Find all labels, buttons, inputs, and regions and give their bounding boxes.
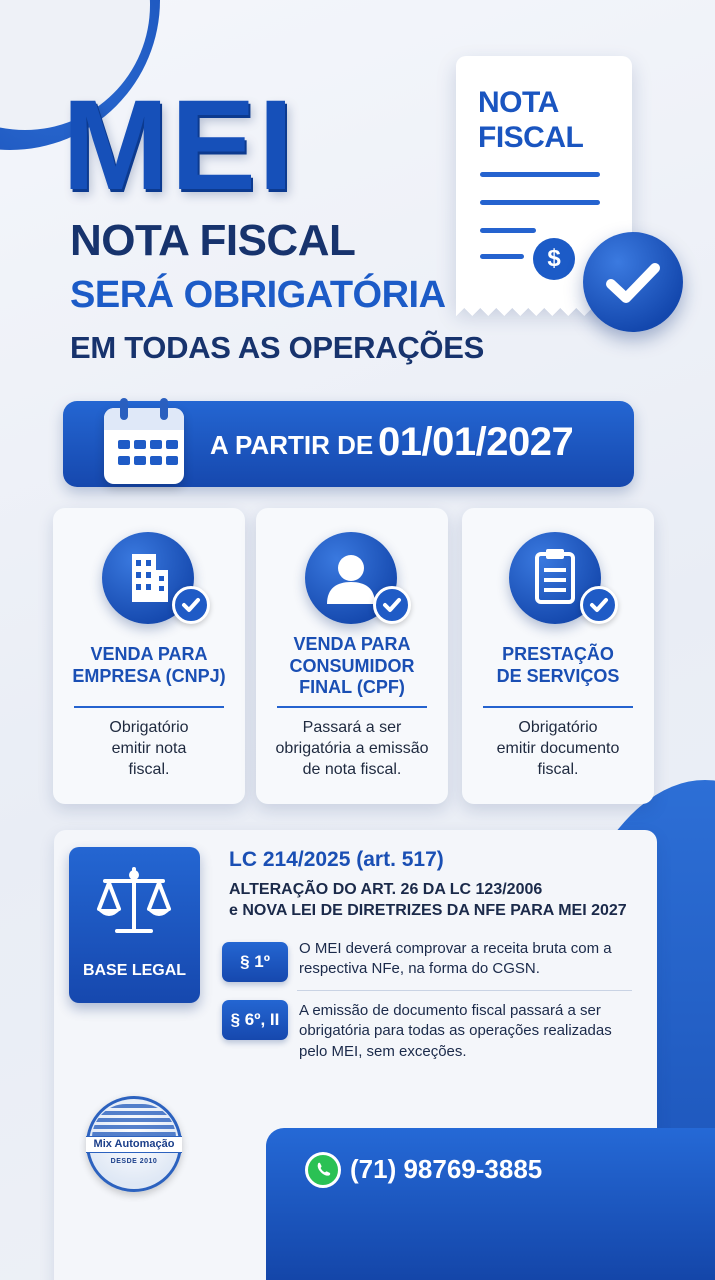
card-desc-line: de nota fiscal. — [302, 760, 402, 778]
card-desc-line: emitir documento — [496, 739, 620, 757]
card-desc-line: emitir nota — [111, 739, 187, 757]
calendar-ring — [120, 398, 128, 420]
card-divider — [277, 706, 427, 708]
page-title: MEI — [62, 74, 296, 217]
card-description — [53, 718, 245, 780]
card-desc-line: obrigatória a emissão — [275, 739, 429, 757]
calendar-day — [134, 440, 146, 449]
card-title-line: EMPRESA (CNPJ) — [72, 665, 226, 686]
contact-band — [266, 1128, 715, 1280]
calendar-header — [104, 408, 184, 430]
receipt-line — [480, 228, 536, 233]
law-subtitle — [229, 880, 627, 922]
paragraph-line: respectiva NFe, na forma do CGSN. — [299, 960, 540, 978]
card-divider — [483, 706, 633, 708]
calendar-day — [150, 456, 162, 465]
card-title-line: DE SERVIÇOS — [496, 665, 620, 686]
receipt-line — [480, 254, 524, 259]
check-badge-icon — [580, 586, 618, 624]
receipt-line — [480, 172, 600, 177]
card-title-line: VENDA PARA — [90, 644, 208, 664]
logo-since: DESDE 2010 — [110, 1158, 158, 1165]
calendar-day — [118, 440, 130, 449]
calendar-day — [150, 440, 162, 449]
card-description — [256, 718, 448, 780]
paragraph-line: O MEI deverá comprovar a receita bruta com a — [299, 940, 612, 957]
card-title-line: VENDA PARA — [293, 634, 411, 654]
paragraph-divider — [297, 990, 632, 991]
headline-nota-fiscal: NOTA FISCAL — [70, 216, 356, 265]
receipt-title — [478, 86, 583, 156]
headline-obrigatoria: SERÁ OBRIGATÓRIA — [70, 274, 446, 316]
dollar-icon: $ — [533, 238, 575, 280]
paragraph-line: pelo MEI, sem exceções. — [299, 1042, 467, 1060]
legal-badge-label: BASE LEGAL — [82, 962, 187, 979]
checkmark-icon — [583, 232, 683, 332]
paragraph-text — [299, 939, 612, 980]
check-badge-icon — [373, 586, 411, 624]
card-title — [53, 644, 245, 687]
calendar-day — [134, 456, 146, 465]
card-desc-line: Obrigatório — [518, 719, 598, 736]
law-reference: LC 214/2025 (art. 517) — [229, 848, 444, 871]
calendar-day — [166, 456, 178, 465]
whatsapp-icon[interactable] — [305, 1152, 341, 1188]
card-desc-line: Passará a ser — [302, 719, 402, 736]
logo-name: Mix Automação — [86, 1136, 182, 1153]
card-divider — [74, 706, 224, 708]
deadline-date: 01/01/2027 — [378, 420, 574, 464]
calendar-day — [166, 440, 178, 449]
paragraph-line: A emissão de documento fiscal passará a ser — [299, 1002, 601, 1019]
card-title-line: PRESTAÇÃO — [502, 644, 614, 664]
card-desc-line: fiscal. — [537, 760, 579, 778]
card-title-line: FINAL (CPF) — [299, 677, 405, 698]
paragraph-text — [299, 1001, 612, 1062]
card-desc-line: Obrigatório — [109, 719, 189, 736]
paragraph-line: obrigatória para todas as operações realizadas — [299, 1022, 612, 1040]
headline-todas-operacoes: EM TODAS AS OPERAÇÕES — [70, 330, 484, 365]
card-desc-line: fiscal. — [128, 760, 170, 778]
receipt-line — [480, 200, 600, 205]
calendar-day — [118, 456, 130, 465]
receipt-title-line1: NOTA — [478, 86, 559, 119]
law-subtitle-line: e NOVA LEI DE DIRETRIZES DA NFE PARA MEI 2027 — [229, 901, 627, 919]
phone-number[interactable]: (71) 98769-3885 — [350, 1154, 543, 1184]
receipt-title-line2: FISCAL — [478, 120, 584, 154]
check-badge-icon — [172, 586, 210, 624]
scales-icon — [69, 847, 200, 957]
card-title — [256, 634, 448, 699]
date-prefix: A PARTIR DE — [210, 430, 374, 460]
paragraph-badge: § 6º, II — [222, 1000, 288, 1040]
card-description — [462, 718, 654, 780]
calendar-ring — [160, 398, 168, 420]
card-title-line: CONSUMIDOR — [289, 655, 415, 676]
law-subtitle-line: ALTERAÇÃO DO ART. 26 DA LC 123/2006 — [229, 881, 543, 898]
card-title — [462, 644, 654, 687]
paragraph-badge: § 1º — [222, 942, 288, 982]
